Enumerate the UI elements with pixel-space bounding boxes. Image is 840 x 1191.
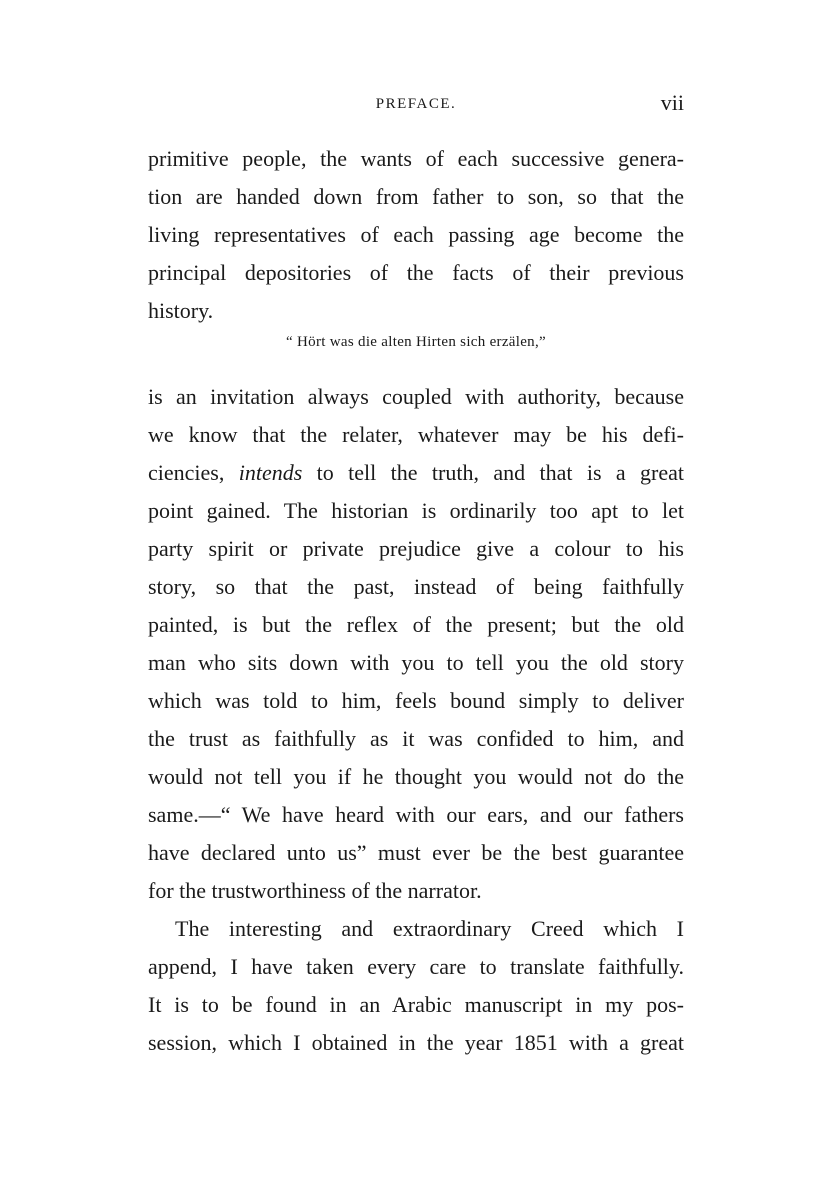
text-line: is an invitation always coupled with authority, because (148, 384, 684, 409)
text-line: append, I have taken every care to translate faithfully. (148, 954, 684, 979)
text-line: for the trustworthiness of the narrator. (148, 878, 482, 903)
text-segment: ciencies, (148, 460, 239, 485)
text-line: story, so that the past, instead of being faithfully (148, 574, 684, 599)
text-line: the trust as faithfully as it was confided to him, and (148, 726, 684, 751)
text-line: would not tell you if he thought you would not do the (148, 764, 684, 789)
page-number: vii (660, 90, 684, 115)
running-title: PREFACE. (375, 96, 457, 112)
text-line: history. (148, 298, 214, 323)
block-quotation: “ Hört was die alten Hirten sich erzälen,” (286, 334, 546, 350)
text-line: principal depositories of the facts of their previous (148, 260, 684, 285)
emphasized-word: intends (238, 460, 303, 485)
text-line: party spirit or private prejudice give a colour to his (148, 536, 684, 561)
text-line: session, which I obtained in the year 1851 with a great (148, 1030, 684, 1055)
text-line: primitive people, the wants of each successive genera- (148, 146, 684, 171)
running-head (148, 90, 684, 122)
text-line: man who sits down with you to tell you the old story (148, 650, 684, 675)
text-segment: to tell the truth, and that is a great (302, 460, 684, 485)
text-line-with-emphasis (148, 458, 684, 488)
text-line: The interesting and extraordinary Creed which I (175, 916, 684, 941)
text-line: we know that the relater, whatever may be his defi- (148, 422, 684, 447)
text-line: living representatives of each passing age become the (148, 222, 684, 247)
text-line: which was told to him, feels bound simply to deliver (148, 688, 684, 713)
text-line: It is to be found in an Arabic manuscript in my pos- (148, 992, 684, 1017)
text-line: point gained. The historian is ordinarily too apt to let (148, 498, 684, 523)
text-line: painted, is but the reflex of the present; but the old (148, 612, 684, 637)
text-line: same.—“ We have heard with our ears, and our fathers (148, 802, 684, 827)
text-line: tion are handed down from father to son, so that the (148, 184, 684, 209)
text-line: have declared unto us” must ever be the best guarantee (148, 840, 684, 865)
